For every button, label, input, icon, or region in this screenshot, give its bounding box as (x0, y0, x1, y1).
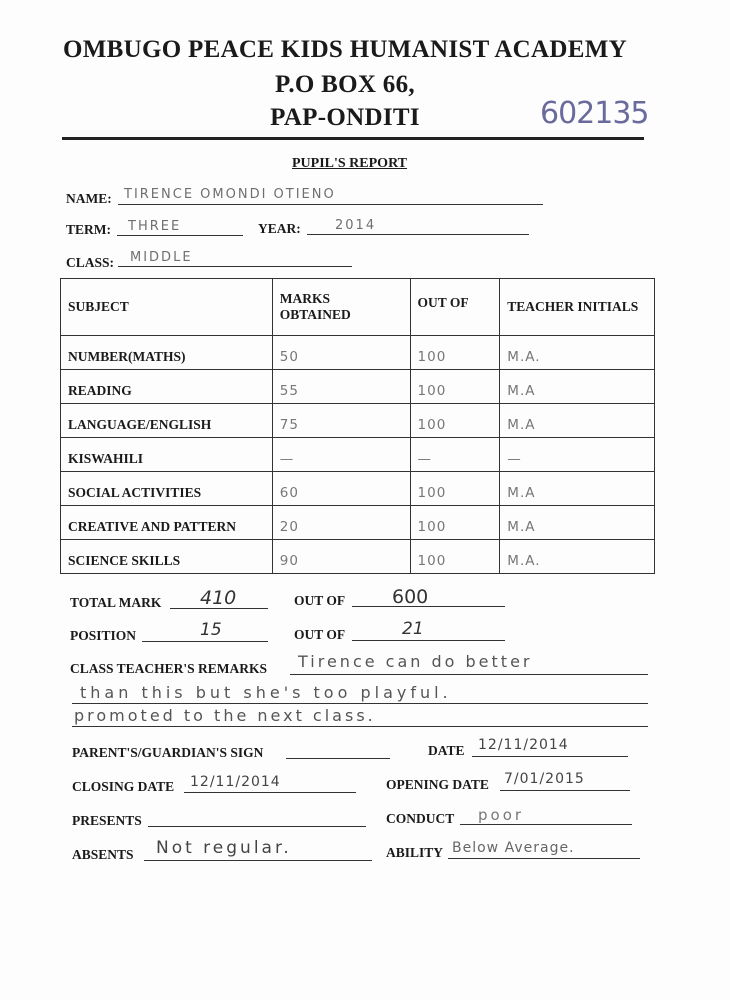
marks-cell: — (272, 438, 410, 472)
year-label: YEAR: (258, 221, 301, 236)
name-label: NAME: (66, 191, 112, 206)
remarks-line-2 (72, 703, 648, 704)
class-line (118, 266, 352, 267)
parent-sign-line (286, 758, 390, 759)
position-label: POSITION (70, 628, 137, 643)
term-value: THREE (128, 219, 182, 234)
out-of-cell: 100 (410, 370, 500, 404)
year-value: 2014 (335, 218, 377, 233)
opening-date-value: 7/01/2015 (504, 771, 585, 787)
position-out-of-value: 21 (402, 619, 424, 639)
initials-cell: M.A (500, 370, 655, 404)
remarks-line-3 (72, 726, 648, 727)
closing-date-label: CLOSING DATE (72, 779, 175, 794)
total-out-of-label: OUT OF (294, 593, 346, 608)
table-row (61, 336, 655, 370)
header-subject: SUBJECT (61, 279, 273, 336)
conduct-line (460, 824, 632, 825)
position-line (142, 641, 268, 642)
header-divider (62, 137, 644, 140)
name-line (118, 204, 543, 205)
out-of-cell: — (410, 438, 500, 472)
initials-cell: M.A. (500, 336, 655, 370)
remarks-text-3: promoted to the next class. (74, 706, 376, 725)
subject-cell: SOCIAL ACTIVITIES (61, 472, 273, 506)
marks-cell: 90 (272, 540, 410, 574)
subject-cell: CREATIVE AND PATTERN (61, 506, 273, 540)
name-value: TIRENCE OMONDI OTIENO (124, 187, 336, 202)
table-row (61, 540, 655, 574)
opening-date-line (500, 790, 630, 791)
marks-cell: 20 (272, 506, 410, 540)
ability-line (448, 858, 640, 859)
presents-label: PRESENTS (72, 813, 142, 828)
remarks-label: CLASS TEACHER'S REMARKS (70, 661, 268, 676)
ability-value: Below Average. (452, 840, 575, 856)
presents-line (148, 826, 366, 827)
conduct-label: CONDUCT (386, 811, 455, 826)
absents-label: ABSENTS (72, 847, 134, 862)
subject-cell: KISWAHILI (61, 438, 273, 472)
term-label: TERM: (66, 222, 111, 237)
out-of-cell: 100 (410, 404, 500, 438)
header-initials: TEACHER INITIALS (500, 279, 655, 336)
marks-cell: 55 (272, 370, 410, 404)
class-label: CLASS: (66, 255, 115, 270)
conduct-value: poor (478, 806, 525, 824)
out-of-cell: 100 (410, 540, 500, 574)
subject-cell: NUMBER(MATHS) (61, 336, 273, 370)
initials-cell: M.A (500, 506, 655, 540)
school-address: P.O BOX 66, (275, 71, 415, 98)
absents-value: Not regular. (156, 838, 292, 858)
ability-label: ABILITY (386, 845, 444, 860)
total-out-of-line (352, 606, 505, 607)
out-of-cell: 100 (410, 472, 500, 506)
position-out-of-line (352, 640, 505, 641)
table-header-row (61, 279, 655, 336)
table-row (61, 472, 655, 506)
header-marks: MARKS OBTAINED (272, 279, 410, 336)
absents-line (144, 860, 372, 861)
initials-cell: M.A. (500, 540, 655, 574)
marks-table (60, 278, 655, 574)
remarks-line-1 (290, 674, 648, 675)
remarks-text-2: than this but she's too playful. (80, 683, 452, 702)
position-out-of-label: OUT OF (294, 627, 346, 642)
date-label: DATE (428, 743, 465, 758)
class-value: MIDDLE (130, 250, 193, 265)
school-town: PAP-ONDITI (270, 104, 420, 131)
total-out-of-value: 600 (392, 586, 429, 608)
subject-cell: LANGUAGE/ENGLISH (61, 404, 273, 438)
marks-cell: 50 (272, 336, 410, 370)
remarks-text-1: Tirence can do better (298, 652, 533, 671)
total-mark-label: TOTAL MARK (70, 595, 162, 610)
marks-cell: 75 (272, 404, 410, 438)
reference-number: 602135 (540, 96, 649, 131)
table-row (61, 370, 655, 404)
initials-cell: — (500, 438, 655, 472)
out-of-cell: 100 (410, 336, 500, 370)
report-title: PUPIL'S REPORT (292, 156, 408, 171)
date-line (472, 756, 628, 757)
initials-cell: M.A (500, 404, 655, 438)
header-out-of: OUT OF (410, 279, 500, 336)
total-mark-value: 410 (200, 587, 237, 609)
marks-cell: 60 (272, 472, 410, 506)
table-row (61, 404, 655, 438)
opening-date-label: OPENING DATE (386, 777, 489, 792)
term-line (117, 235, 243, 236)
closing-date-line (184, 792, 356, 793)
date-value: 12/11/2014 (478, 737, 569, 753)
subject-cell: SCIENCE SKILLS (61, 540, 273, 574)
position-value: 15 (200, 620, 222, 640)
school-name: OMBUGO PEACE KIDS HUMANIST ACADEMY (63, 36, 627, 63)
closing-date-value: 12/11/2014 (190, 774, 281, 790)
table-row (61, 506, 655, 540)
table-row (61, 438, 655, 472)
parent-sign-label: PARENT'S/GUARDIAN'S SIGN (72, 745, 264, 760)
year-line (307, 234, 529, 235)
initials-cell: M.A (500, 472, 655, 506)
subject-cell: READING (61, 370, 273, 404)
out-of-cell: 100 (410, 506, 500, 540)
